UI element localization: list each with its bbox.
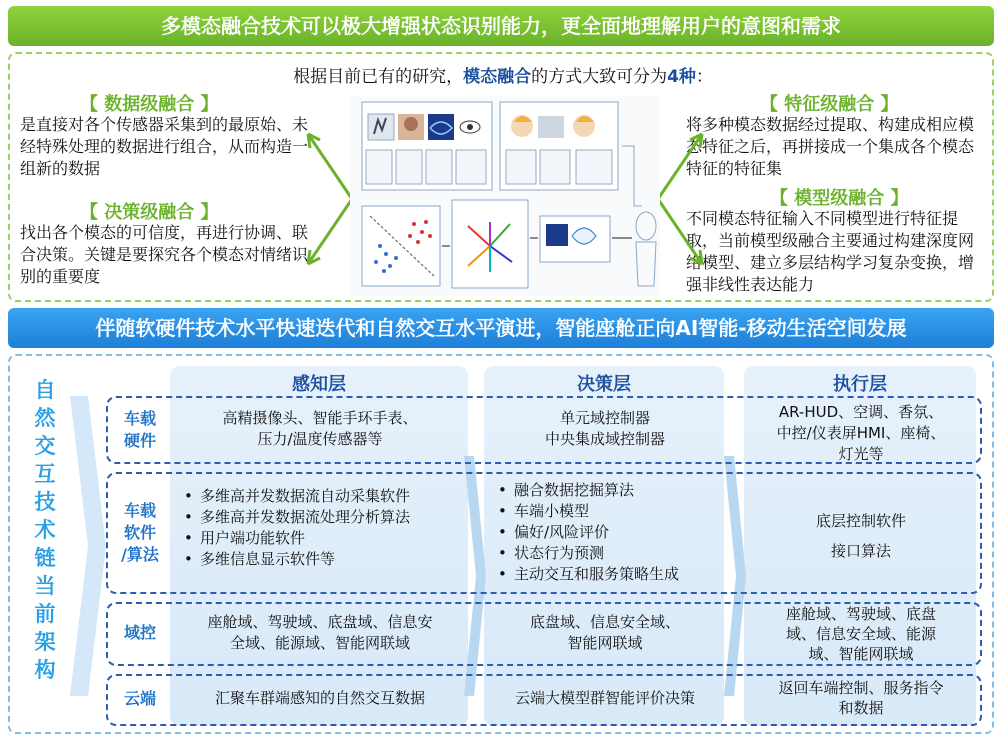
model-level-title: 【 模型级融合 】 (770, 188, 909, 209)
software-execution-item: 接口算法 (830, 542, 891, 560)
list-item: • 用户端功能软件 (180, 528, 470, 549)
feature-level-text: 将多种模态数据经过提取、构建成相应模态特征之后，再拼接成一个集成各个模态特征的特征集 (686, 115, 975, 178)
decision-level-text: 找出各个模态的可信度，再进行协调、联合决策。关键是要探究各个模态对情绪识别的重要度 (20, 223, 309, 286)
intro-prefix: 根据目前已有的研究， (293, 67, 464, 87)
row-label-domain-control (110, 622, 170, 644)
middle-banner (8, 308, 994, 348)
cell-software-perception (180, 486, 470, 570)
cell-domain-decision: 底盘域、信息安全域、 智能网联域 (529, 613, 680, 652)
side-char: 前 (34, 602, 56, 626)
cell-hardware-decision: 单元域控制器 中央集成域控制器 (544, 409, 665, 448)
row-label-line: 车载 (123, 501, 156, 520)
list-item: • 多维高并发数据流处理分析算法 (180, 507, 470, 528)
list-item: • 主动交互和服务策略生成 (494, 564, 724, 585)
cell-domain-execution: 座舱域、驾驶域、底盘 域、信息安全域、能源 域、智能网联域 (785, 605, 936, 663)
row-label-software (110, 500, 170, 566)
intro-highlight: 模态融合 (463, 67, 532, 87)
intro-middle: 的方式大致可分为 (531, 67, 668, 87)
column-header-execution: 执行层 (833, 374, 887, 395)
row-label-line: /算法 (121, 545, 159, 564)
column-header-perception: 感知层 (292, 374, 346, 395)
side-char: 术 (34, 518, 56, 542)
column-header-decision: 决策层 (577, 374, 631, 395)
intro-suffix: ： (695, 67, 713, 87)
list-item: • 融合数据挖掘算法 (494, 480, 724, 501)
side-char: 交 (34, 434, 56, 458)
data-level-text: 是直接对各个传感器采集到的最原始、未经特殊处理的数据进行组合，从而构造一组新的数据 (20, 115, 309, 178)
cell-software-decision (494, 480, 724, 585)
cell-cloud-execution: 返回车端控制、服务指令 和数据 (778, 679, 944, 717)
flow-chevron-icon (66, 396, 108, 696)
row-label-cloud (110, 688, 170, 710)
list-item: • 车端小模型 (494, 501, 724, 522)
top-banner (8, 6, 994, 46)
cell-hardware-perception: 高精摄像头、智能手环手表、 压力/温度传感器等 (222, 409, 418, 448)
row-label-hardware (110, 408, 170, 452)
cell-cloud-perception: 汇聚车群端感知的自然交互数据 (214, 689, 425, 707)
software-decision-list (494, 480, 724, 585)
cell-cloud-decision: 云端大模型群智能评价决策 (514, 689, 695, 707)
intro-sentence (10, 62, 996, 87)
feature-level-title: 【 特征级融合 】 (760, 94, 899, 115)
middle-banner-text: 伴随软硬件技术水平快速迭代和自然交互水平演进，智能座舱正向AI智能-移动生活空间发展 (95, 316, 907, 340)
list-item: • 多维高并发数据流自动采集软件 (180, 486, 470, 507)
software-execution-item: 底层控制软件 (815, 512, 906, 530)
side-char: 构 (34, 658, 56, 682)
side-char: 链 (34, 546, 56, 570)
list-item: • 状态行为预测 (494, 543, 724, 564)
side-char: 然 (34, 406, 56, 430)
row-label-line: 车载 (123, 409, 156, 428)
software-perception-list (180, 486, 470, 570)
list-item: • 多维信息显示软件等 (180, 549, 470, 570)
model-level-text: 不同模态特征输入不同模型进行特征提取，当前模型级融合主要通过构建深度网络模型、建立多层结构学习复杂变换，增强非线性表达能力 (686, 209, 975, 294)
top-banner-text: 多模态融合技术可以极大增强状态识别能力，更全面地理解用户的意图和需求 (161, 14, 841, 38)
fusion-schematic-image (350, 96, 660, 296)
row-label-line: 软件 (123, 523, 156, 542)
row-label-line: 硬件 (123, 431, 156, 450)
architecture-side-label (28, 376, 62, 684)
fusion-panel (8, 52, 994, 302)
side-char: 当 (34, 574, 56, 598)
data-level-title: 【 数据级融合 】 (80, 94, 219, 115)
row-label-line: 云端 (123, 689, 156, 708)
cell-hardware-execution: AR-HUD、空调、香氛、 中控/仪表屏HMI、座椅、 灯光等 (776, 403, 946, 463)
intro-count: 4种 (667, 67, 696, 87)
side-char: 互 (34, 462, 56, 486)
cell-software-execution (750, 506, 972, 566)
side-char: 自 (34, 378, 56, 402)
side-char: 架 (34, 630, 56, 654)
cell-domain-perception: 座舱域、驾驶域、底盘域、信息安 全域、能源域、智能网联域 (207, 613, 433, 652)
row-label-line: 域控 (123, 623, 156, 642)
list-item: • 偏好/风险评价 (494, 522, 724, 543)
decision-level-title: 【 决策级融合 】 (80, 202, 219, 223)
architecture-panel (8, 354, 994, 734)
side-char: 技 (34, 490, 56, 514)
